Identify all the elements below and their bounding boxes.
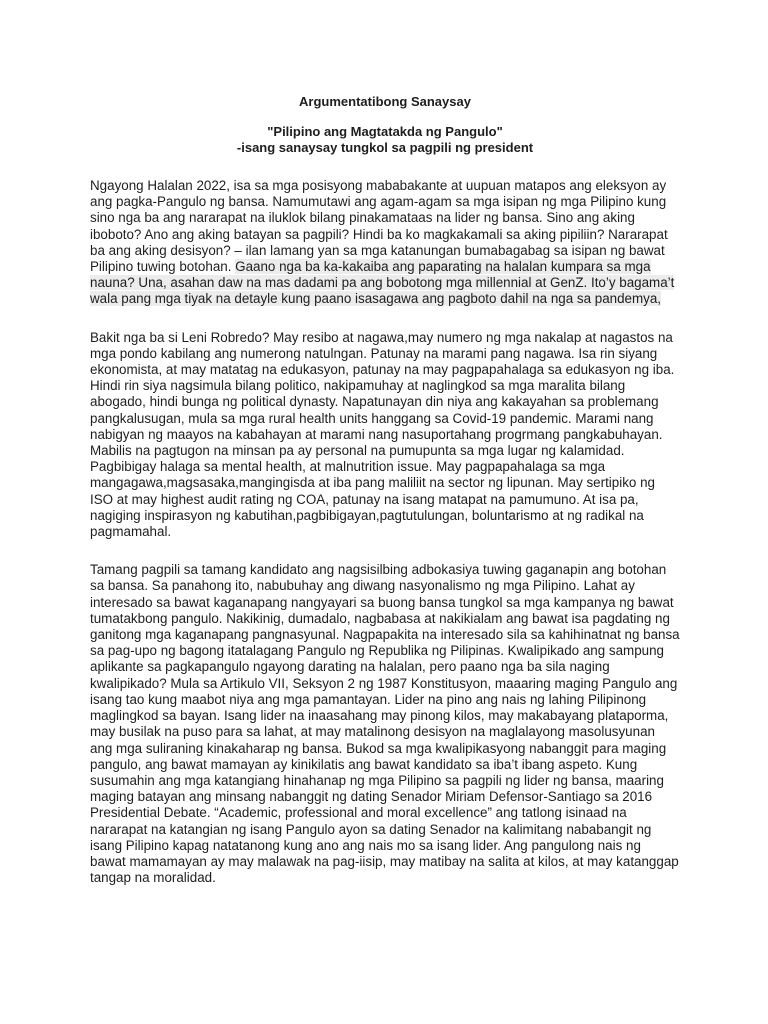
essay-heading [90,124,680,156]
paragraph-tamang-pagpili: Tamang pagpili sa tamang kandidato ang nagsisilbing adbokasiya tuwing gaganapin ang botohan sa bansa. Sa panahong ito, nabubuhay ang diwang nasyonalismo ng mga Pilipino. Lahat ay interesado sa bawat kaganapang nangyayari sa buong bansa tungkol sa mga kampanya ng bawat tumatakbong pangulo. Nakikinig, dumadalo, nagbabasa at nakikialam ang bawat isa pagdating ng ganitong mga kaganapang pangnasyunal. Nagpapakita na interesado sila sa kahihinatnat ng bansa sa pag-upo ng bagong itatalagang Pangulo ng Republika ng Pilipinas. Kwalipikado ang sampung aplikante sa pagkapangulo ngayong darating na halalan, pero paano nga ba sila naging kwalipikado? Mula sa Artikulo VII, Seksyon 2 ng 1987 Konstitusyon, maaaring maging Pangulo ang isang tao kung maabot niya ang mga pamantayan. Lider na pino ang nais ng lahing Pilipinong maglingkod sa bayan. Isang lider na inaasahang may pinong kilos, may makabayang plataporma, may busilak na puso para sa lahat, at may matalinong desisyon na maglalayong masolusyunan ang mga suliraning kinakaharap ng bansa. Bukod sa mga kwalipikasyong nabanggit para maging pangulo, ang bawat mamayan ay kinikilatis ang bawat kandidato sa iba’t ibang aspeto. Kung susumahin ang mga katangiang hinahanap ng mga Pilipino sa pagpili ng lider ng bansa, maaring maging batayan ang minsang nabanggit ng dating Senador Miriam Defensor-Santiago sa 2016 Presidential Debate. “Academic, professional and moral excellence” ang tatlong isinaad na nararapat na katangian ng isang Pangulo ayon sa dating Senador na kalimitang nababangit ng isang Pilipino kapag natatanong kung ano ang nais mo sa isang lider. Ang pangulong nais ng bawat mamamayan ay may malawak na pag-iisip, may matibay na salita at kilos, at may katanggap tangap na moralidad. [90,562,680,886]
paragraph-intro [90,178,680,308]
paragraph-intro-text: Ngayong Halalan 2022, isa sa mga posisyong mababakante at uupuan matapos ang eleksyon ay ang pagka-Pangulo ng bansa. Namumutawi ang agam-agam sa mga isipan ng mga Pilipino kung sino nga ba ang nararapat na iluklok bilang pinakamataas na lider ng bansa. Sino ang aking iboboto? Ano ang aking batayan sa pagpili? Hindi ba ko magkakamali sa aking pipiliin? Nararapat ba ang aking desisyon? – ilan lamang yan sa mga katanungan bumabagabag sa isipan ng bawat Pilipino tuwing botohan. [90,178,668,275]
paragraph-leni-robredo: Bakit nga ba si Leni Robredo? May resibo at nagawa,may numero ng mga nakalap at nagastos na mga pondo kabilang ang numerong natulngan. Patunay na marami pang nagawa. Isa rin siyang ekonomista, at may matatag na edukasyon, patunay na may pagpapahalaga sa edukasyon ng iba. Hindi rin siya nagsimula bilang politico, nakipamuhay at naglingkod sa mga maralita bilang abogado, hindi bunga ng political dynasty. Napatunayan din niya ang kakayahan sa problemang pangkalusugan, mula sa mga rural health units hanggang sa Covid-19 pandemic. Marami nang nabigyan ng maayos na kabahayan at marami nang nasuportahang progrmang pangkabuhayan. Mabilis na pagtugon na minsan pa ay personal na pumupunta sa mga lugar ng kalamidad. Pagbibigay halaga sa mental health, at malnutrition issue. May pagpapahalaga sa mga mangagawa,magsasaka,mangingisda at iba pang maliliit na sector ng lipunan. May sertipiko ng ISO at may highest audit rating ng COA, patunay na isang matapat na pamumuno. At isa pa, nagiging inspirasyon ng kabutihan,pagbibigayan,pagtutulungan, boluntarismo at ng radikal na pagmamahal. [90,329,675,540]
essay-subtitle: -isang sanaysay tungkol sa pagpili ng president [236,140,534,155]
document-page [90,94,680,908]
highlighted-text: Gaano nga ba ka-kakaiba ang paparating na halalan kumpara sa mga nauna? Una, asahan daw na mas dadami pa ang bobotong mga millennial at GenZ. Ito’y bagama’t wala pang mga tiyak na detayle kung paano isasagawa ang pagboto dahil na nga sa pandemya, [90,259,675,307]
document-title: Argumentatibong Sanaysay [299,94,471,109]
essay-title: "Pilipino ang Magtatakda ng Pangulo" [267,124,503,139]
